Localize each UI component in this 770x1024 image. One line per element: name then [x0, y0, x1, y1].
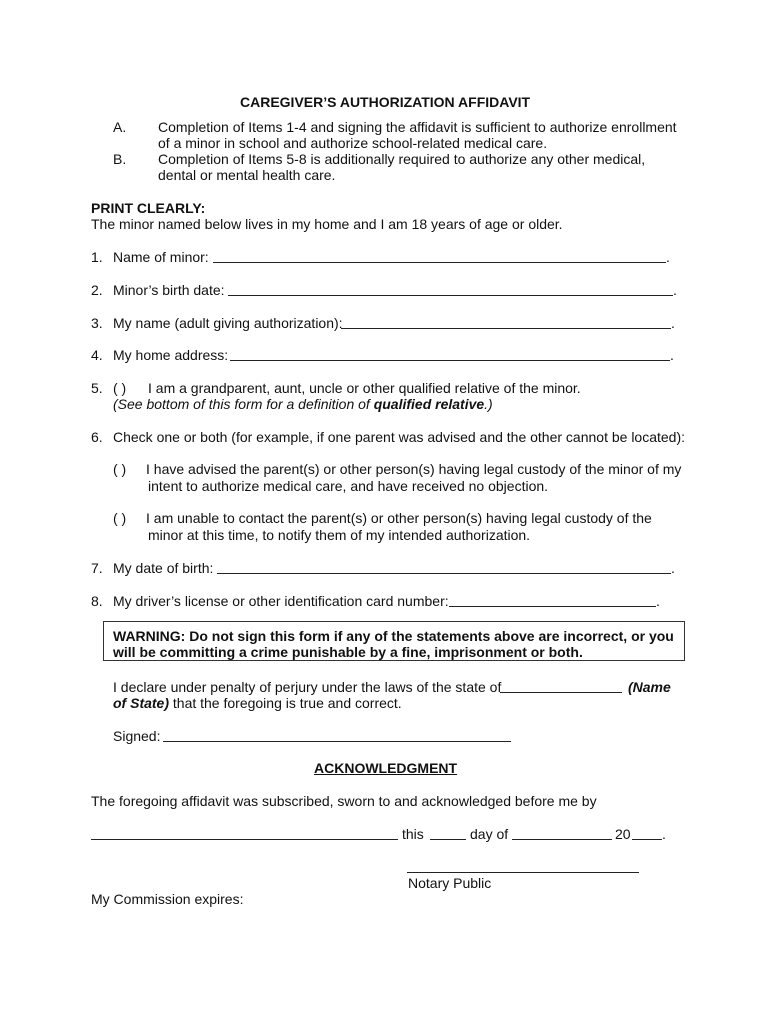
intro-b-letter: B. — [113, 151, 127, 167]
declaration-name-hint-2: of State) — [113, 695, 169, 711]
signed-label: Signed: — [113, 728, 161, 744]
item-8-period: . — [656, 593, 660, 609]
declaration-suffix: that the foregoing is true and correct. — [172, 695, 402, 711]
item-1-number: 1. — [91, 249, 103, 265]
option-1-line2: intent to authorize medical care, and have received no objection. — [148, 478, 549, 494]
minor-statement: The minor named below lives in my home and I am 18 years of age or older. — [91, 216, 563, 232]
intro-a-line1: Completion of Items 1-4 and signing the affidavit is sufficient to authorize enrollment — [158, 119, 677, 135]
notary-signature-field[interactable] — [407, 872, 639, 873]
item-7-label: My date of birth: — [113, 560, 214, 576]
item-1-period: . — [666, 249, 670, 265]
adult-name-field[interactable] — [341, 328, 671, 329]
id-number-field[interactable] — [449, 606, 656, 607]
item-4-number: 4. — [91, 347, 103, 363]
item-3-number: 3. — [91, 315, 103, 331]
home-address-field[interactable] — [230, 360, 670, 361]
year-field[interactable] — [632, 839, 662, 840]
declaration-prefix: I declare under penalty of perjury under the laws of the state of — [113, 679, 502, 695]
relative-checkbox[interactable]: ( ) — [113, 380, 127, 396]
date-period: . — [662, 826, 666, 842]
item-7-period: . — [671, 560, 675, 576]
this-label: this — [402, 826, 424, 842]
acknowledgment-statement: The foregoing affidavit was subscribed, sworn to and acknowledged before me by — [91, 793, 597, 809]
adult-birth-date-field[interactable] — [217, 573, 671, 574]
item-2-label: Minor’s birth date: — [113, 282, 225, 298]
item-6-number: 6. — [91, 429, 103, 445]
warning-line1: WARNING: Do not sign this form if any of the statements above are incorrect, or you — [113, 628, 674, 644]
print-clearly-heading: PRINT CLEARLY: — [91, 200, 206, 216]
minor-name-field[interactable] — [213, 262, 666, 263]
item-4-period: . — [670, 347, 674, 363]
item-3-period: . — [671, 315, 675, 331]
unable-contact-checkbox[interactable]: ( ) — [113, 510, 127, 526]
item-3-label: My name (adult giving authorization): — [113, 315, 343, 331]
qualified-relative-term: qualified relative — [373, 396, 485, 412]
item-2-number: 2. — [91, 282, 103, 298]
form-title: CAREGIVER’S AUTHORIZATION AFFIDAVIT — [240, 94, 531, 110]
notary-public-label: Notary Public — [408, 875, 492, 891]
declaration-name-hint-1: (Name — [628, 679, 671, 695]
intro-b-line2: dental or mental health care. — [158, 167, 336, 183]
intro-b-line1: Completion of Items 5-8 is additionally required to authorize any other medical, — [158, 151, 646, 167]
option-2-line1: I am unable to contact the parent(s) or other person(s) having legal custody of the — [146, 510, 652, 526]
acknowledgment-heading: ACKNOWLEDGMENT — [314, 760, 458, 776]
year-prefix: 20 — [615, 826, 631, 842]
option-2-line2: minor at this time, to notify them of my intended authorization. — [148, 527, 531, 543]
item-5-text: I am a grandparent, aunt, uncle or other qualified relative of the minor. — [148, 380, 581, 396]
day-of-label: day of — [470, 826, 509, 842]
intro-a-line2: of a minor in school and authorize school-related medical care. — [158, 135, 548, 151]
item-5-number: 5. — [91, 380, 103, 396]
advised-parent-checkbox[interactable]: ( ) — [113, 461, 127, 477]
item-5-note-prefix: (See bottom of this form for a definition of — [113, 396, 374, 412]
option-1-line1: I have advised the parent(s) or other person(s) having legal custody of the minor of my — [146, 461, 682, 477]
commission-expires-label: My Commission expires: — [91, 891, 244, 907]
day-field[interactable] — [430, 839, 466, 840]
warning-line2: will be committing a crime punishable by a fine, imprisonment or both. — [113, 644, 583, 660]
item-5-note-suffix: .) — [484, 396, 493, 412]
item-8-number: 8. — [91, 593, 103, 609]
item-5-note — [113, 396, 493, 413]
item-7-number: 7. — [91, 560, 103, 576]
item-1-label: Name of minor: — [113, 249, 209, 265]
item-6-text: Check one or both (for example, if one parent was advised and the other cannot be located): — [113, 429, 686, 445]
month-field[interactable] — [512, 839, 612, 840]
affiant-name-field[interactable] — [91, 839, 398, 840]
minor-birth-date-field[interactable] — [228, 295, 673, 296]
item-4-label: My home address: — [113, 347, 229, 363]
item-8-label: My driver’s license or other identification card number: — [113, 593, 449, 609]
item-2-period: . — [673, 282, 677, 298]
declaration-line2 — [113, 695, 402, 712]
state-name-field[interactable] — [500, 692, 622, 693]
signature-field[interactable] — [163, 741, 511, 742]
intro-a-letter: A. — [113, 119, 127, 135]
